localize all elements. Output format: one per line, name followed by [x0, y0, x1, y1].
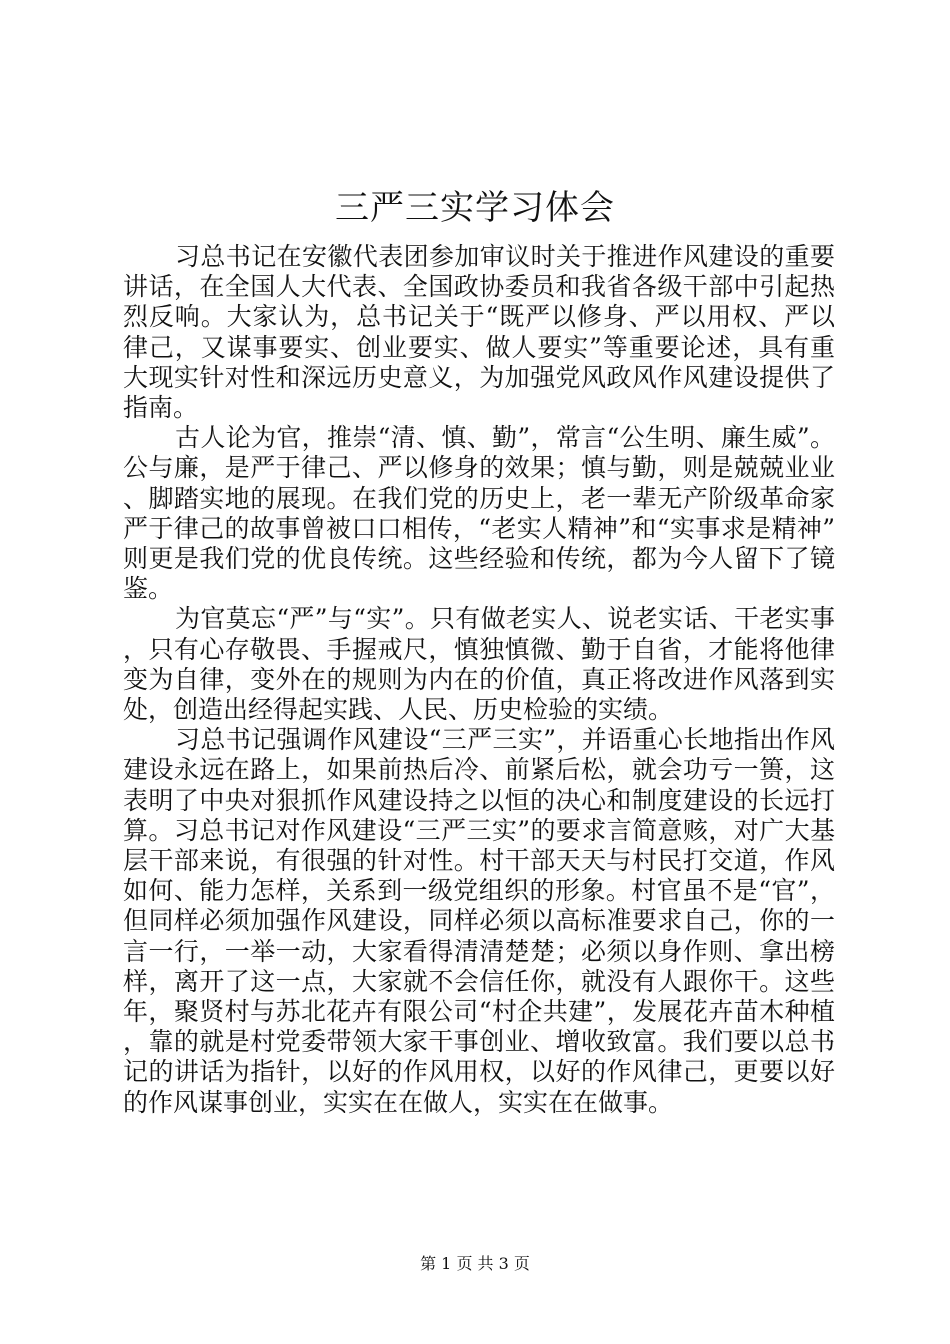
paragraph-1: 习总书记在安徽代表团参加审议时关于推进作风建设的重要讲话，在全国人大代表、全国政协委员和我省各级干部中引起热烈反响。大家认为，总书记关于“既严以修身、严以用权、严以律己，又谋事要实、创业要实、做人要实”等重要论述，具有重大现实针对性和深远历史意义，为加强党风政风作风建设提供了指南。 [123, 242, 835, 423]
page-footer [0, 1252, 950, 1276]
document-title: 三严三实学习体会 [335, 188, 615, 228]
document-body [123, 242, 835, 1118]
paragraph-2: 古人论为官，推崇“清、慎、勤”，常言“公生明、廉生威”。公与廉，是严于律己、严以修身的效果；慎与勤，则是兢兢业业、脚踏实地的展现。在我们党的历史上，老一辈无产阶级革命家严于律己的故事曾被口口相传，“老实人精神”和“实事求是精神”则更是我们党的优良传统。这些经验和传统，都为今人留下了镜鉴。 [123, 423, 835, 604]
paragraph-3: 为官莫忘“严”与“实”。只有做老实人、说老实话、干老实事，只有心存敬畏、手握戒尺，慎独慎微、勤于自省，才能将他律变为自律，变外在的规则为内在的价值，真正将改进作风落到实处，创造出经得起实践、人民、历史检验的实绩。 [123, 604, 835, 725]
page-number-label: 第 1 页 共 3 页 [420, 1254, 530, 1273]
paragraph-4: 习总书记强调作风建设“三严三实”，并语重心长地指出作风建设永远在路上，如果前热后冷、前紧后松，就会功亏一篑，这表明了中央对狠抓作风建设持之以恒的决心和制度建设的长远打算。习总书记对作风建设“三严三实”的要求言简意赅，对广大基层干部来说，有很强的针对性。村干部天天与村民打交道，作风如何、能力怎样，关系到一级党组织的形象。村官虽不是“官”，但同样必须加强作风建设，同样必须以高标准要求自己，你的一言一行，一举一动，大家看得清清楚楚；必须以身作则、拿出榜样，离开了这一点，大家就不会信任你，就没有人跟你干。这些年，聚贤村与苏北花卉有限公司“村企共建”，发展花卉苗木种植，靠的就是村党委带领大家干事创业、增收致富。我们要以总书记的讲话为指针，以好的作风用权，以好的作风律己，更要以好的作风谋事创业，实实在在做人，实实在在做事。 [123, 725, 835, 1117]
